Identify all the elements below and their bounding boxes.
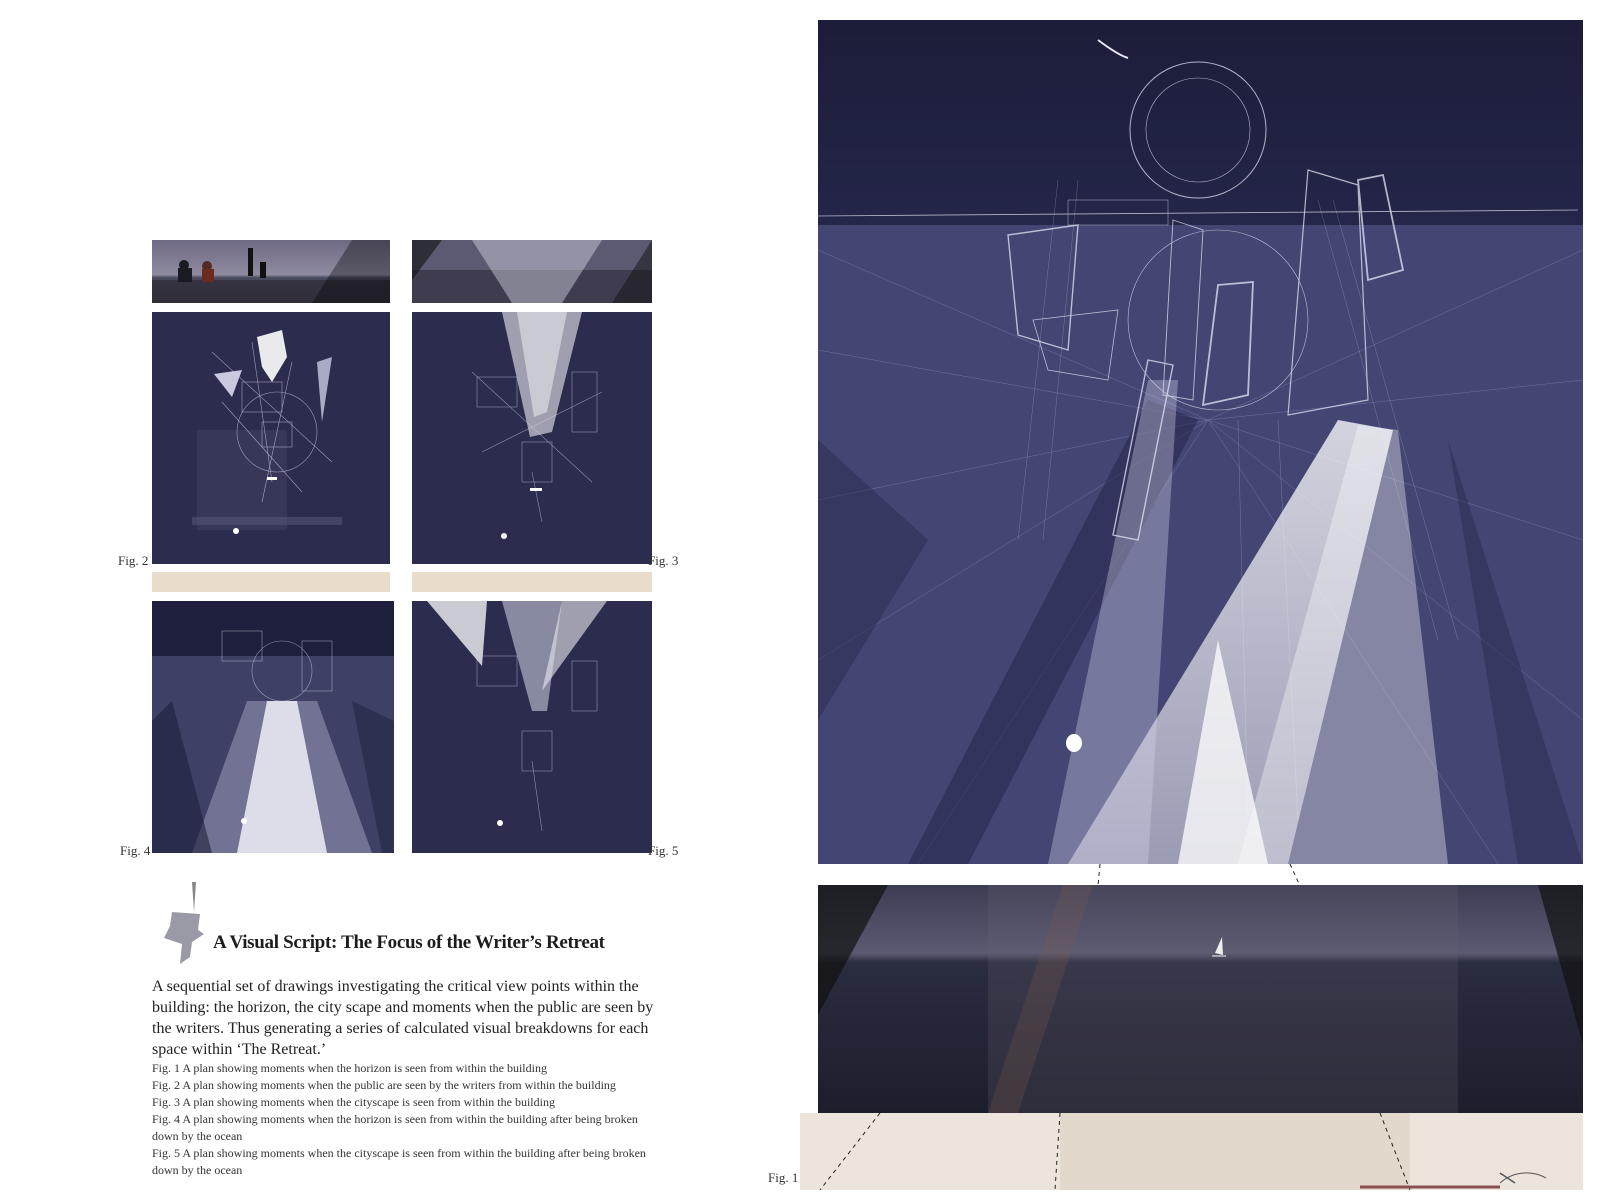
caption-item: Fig. 4 A plan showing moments when the horizon is seen from within the building after being broken down by the ocean (152, 1112, 638, 1143)
fig3-label: Fig. 3 (648, 553, 679, 568)
page-heading: A Visual Script: The Focus of the Writer’s Retreat (213, 932, 605, 953)
fig1-label: Fig. 1 (768, 1170, 799, 1185)
fig2-label: Fig. 2 (118, 553, 149, 568)
sketch-mark-icon (162, 882, 210, 972)
fig1-beach-strip (800, 1113, 1583, 1190)
fig4-label: Fig. 4 (120, 843, 151, 858)
fig4-plan-drawing (152, 601, 394, 853)
caption-item: Fig. 1 A plan showing moments when the horizon is seen from within the building (152, 1061, 547, 1075)
intro-paragraph: A sequential set of drawings investigating the critical view points within the building: the horizon, the city scape and moments when the public are seen by the writers. Thus generating a series of calculated visual breakdowns for each space within ‘The Retreat.’ (152, 978, 654, 1058)
fig3-sand-strip (412, 572, 652, 592)
fig1-ocean-photo (818, 885, 1583, 1113)
fig3-photo-strip (412, 240, 652, 303)
caption-list (152, 1060, 657, 1179)
fig3-plan-drawing (412, 312, 652, 564)
fig1-plan-drawing (818, 20, 1583, 864)
fig2-plan-drawing (152, 312, 390, 564)
fig2-sand-strip (152, 572, 390, 592)
fig5-label: Fig. 5 (648, 843, 679, 858)
fig5-plan-drawing (412, 601, 652, 853)
caption-item: Fig. 3 A plan showing moments when the cityscape is seen from within the building (152, 1095, 555, 1109)
caption-item: Fig. 2 A plan showing moments when the public are seen by the writers from within the building (152, 1078, 616, 1092)
fig2-photo-strip (152, 240, 390, 303)
caption-item: Fig. 5 A plan showing moments when the cityscape is seen from within the building after being broken down by the ocean (152, 1146, 646, 1177)
projection-lines (800, 864, 1583, 886)
